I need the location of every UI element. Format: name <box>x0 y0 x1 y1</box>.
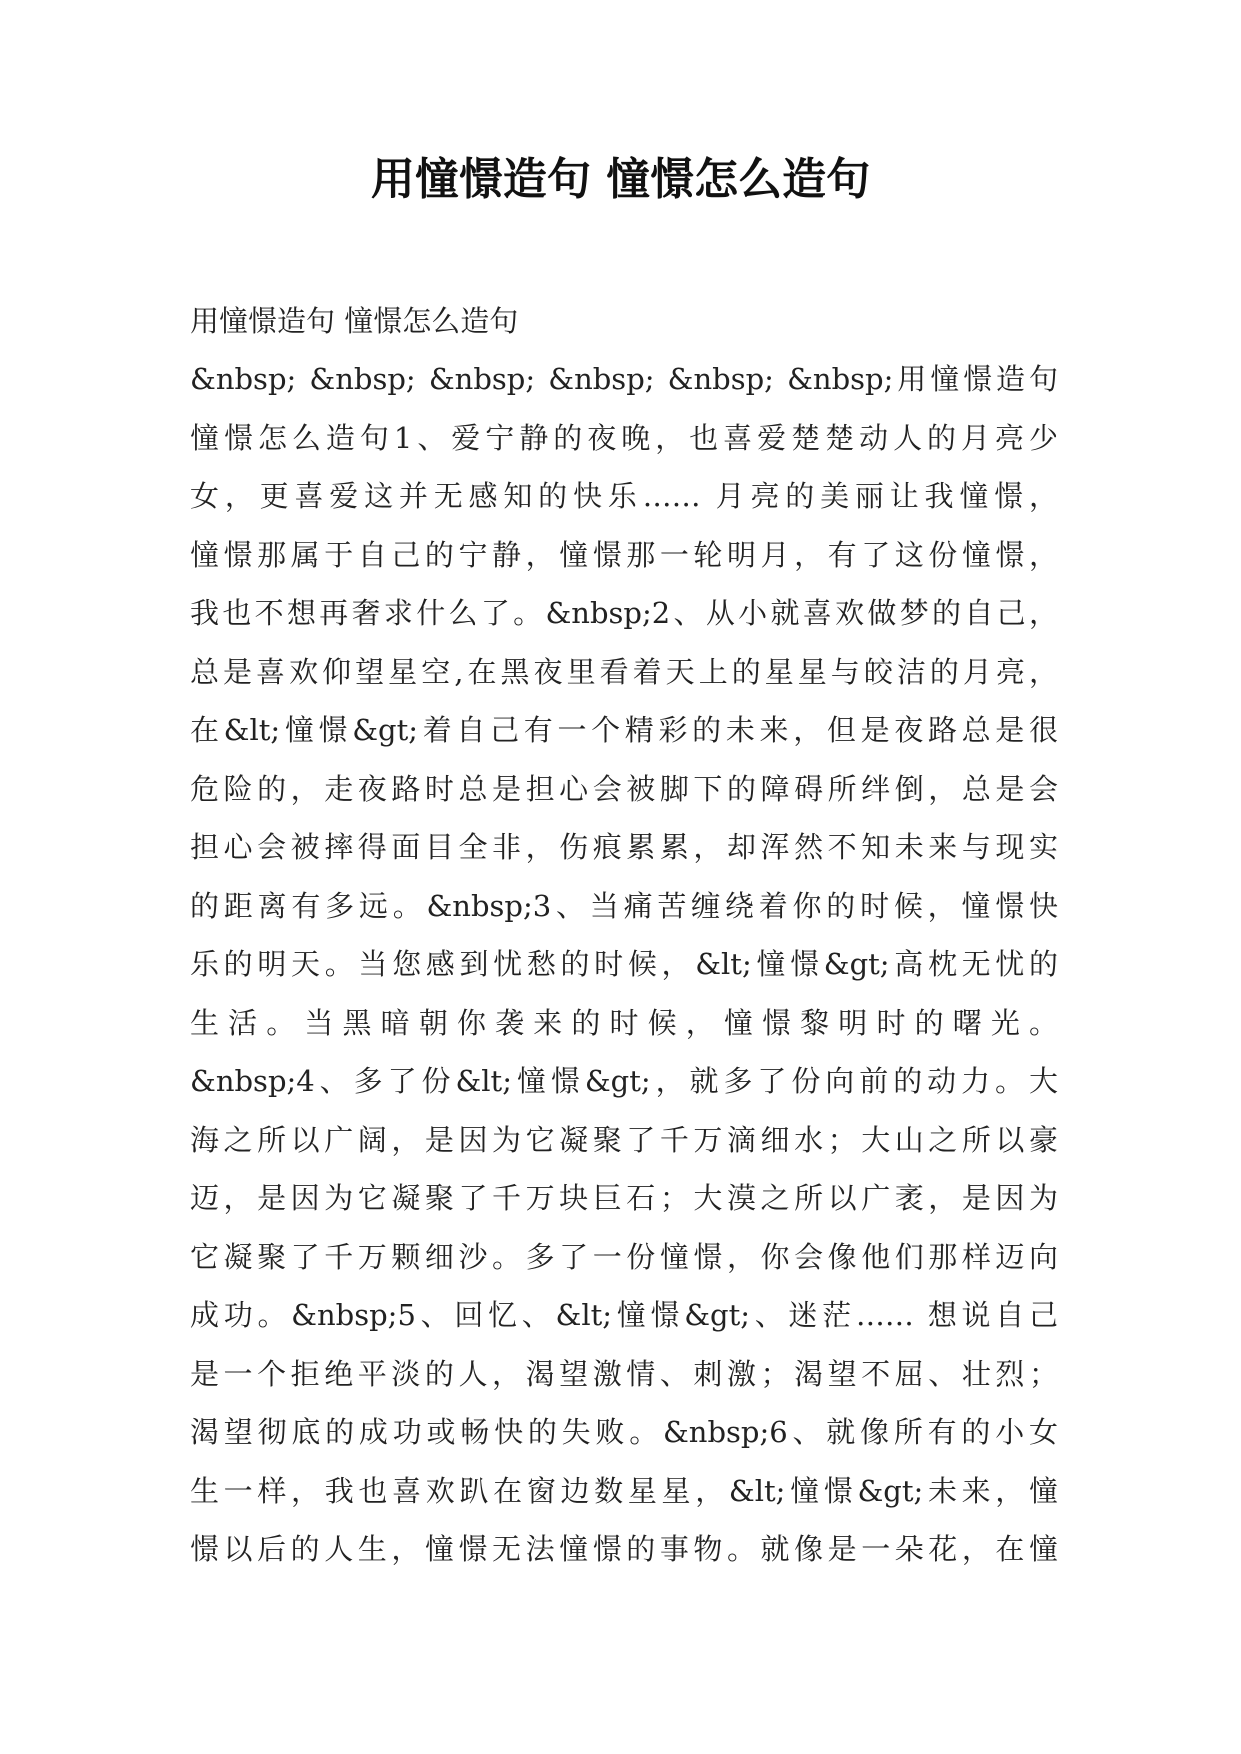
body-line: 担心会被摔得面目全非，伤痕累累，却浑然不知未来与现实 <box>190 830 1058 864</box>
body-line: 的距离有多远。&nbsp;3、当痛苦缠绕着你的时候，憧憬快 <box>190 888 1058 923</box>
body-line: 憬以后的人生，憧憬无法憧憬的事物。就像是一朵花，在憧 <box>190 1532 1058 1566</box>
body-line: 憧憬怎么造句1、爱宁静的夜晚，也喜爱楚楚动人的月亮少 <box>190 420 1058 455</box>
body-line: 女，更喜爱这并无感知的快乐…… 月亮的美丽让我憧憬， <box>190 479 1058 513</box>
body-line: 乐的明天。当您感到忧愁的时候，&lt;憧憬&gt;高枕无忧的 <box>190 947 1058 981</box>
document-body <box>190 292 1058 1579</box>
document-title: 用憧憬造句 憧憬怎么造句 <box>370 154 871 205</box>
body-line: 总是喜欢仰望星空,在黑夜里看着天上的星星与皎洁的月亮， <box>190 654 1058 689</box>
body-line: 生活。当黑暗朝你袭来的时候，憧憬黎明时的曙光。 <box>190 1005 1058 1040</box>
body-line: 渴望彻底的成功或畅快的失败。&nbsp;6、就像所有的小女 <box>190 1415 1058 1449</box>
document-subtitle: 用憧憬造句 憧憬怎么造句 <box>190 304 519 338</box>
body-line: 成功。&nbsp;5、回忆、&lt;憧憬&gt;、迷茫…… 想说自己 <box>190 1298 1058 1332</box>
body-line: 是一个拒绝平淡的人，渴望激情、刺激；渴望不屈、壮烈； <box>190 1356 1058 1391</box>
body-line: &nbsp;4、多了份&lt;憧憬&gt;，就多了份向前的动力。大 <box>190 1064 1058 1098</box>
body-line: 海之所以广阔，是因为它凝聚了千万滴细水；大山之所以豪 <box>190 1122 1058 1157</box>
body-line: 我也不想再奢求什么了。&nbsp;2、从小就喜欢做梦的自己， <box>190 596 1058 630</box>
body-line: 危险的，走夜路时总是担心会被脚下的障碍所绊倒，总是会 <box>190 771 1058 806</box>
body-line: 它凝聚了千万颗细沙。多了一份憧憬，你会像他们那样迈向 <box>190 1239 1058 1274</box>
body-line: 憧憬那属于自己的宁静，憧憬那一轮明月，有了这份憧憬， <box>190 537 1058 572</box>
body-line: 生一样，我也喜欢趴在窗边数星星，&lt;憧憬&gt;未来，憧 <box>190 1473 1058 1508</box>
body-line: &nbsp; &nbsp; &nbsp; &nbsp; &nbsp; &nbsp;用憧憬造句 <box>190 362 1058 396</box>
body-line: 在&lt;憧憬&gt;着自己有一个精彩的未来，但是夜路总是很 <box>190 713 1058 747</box>
body-line: 迈，是因为它凝聚了千万块巨石；大漠之所以广袤，是因为 <box>190 1181 1058 1215</box>
